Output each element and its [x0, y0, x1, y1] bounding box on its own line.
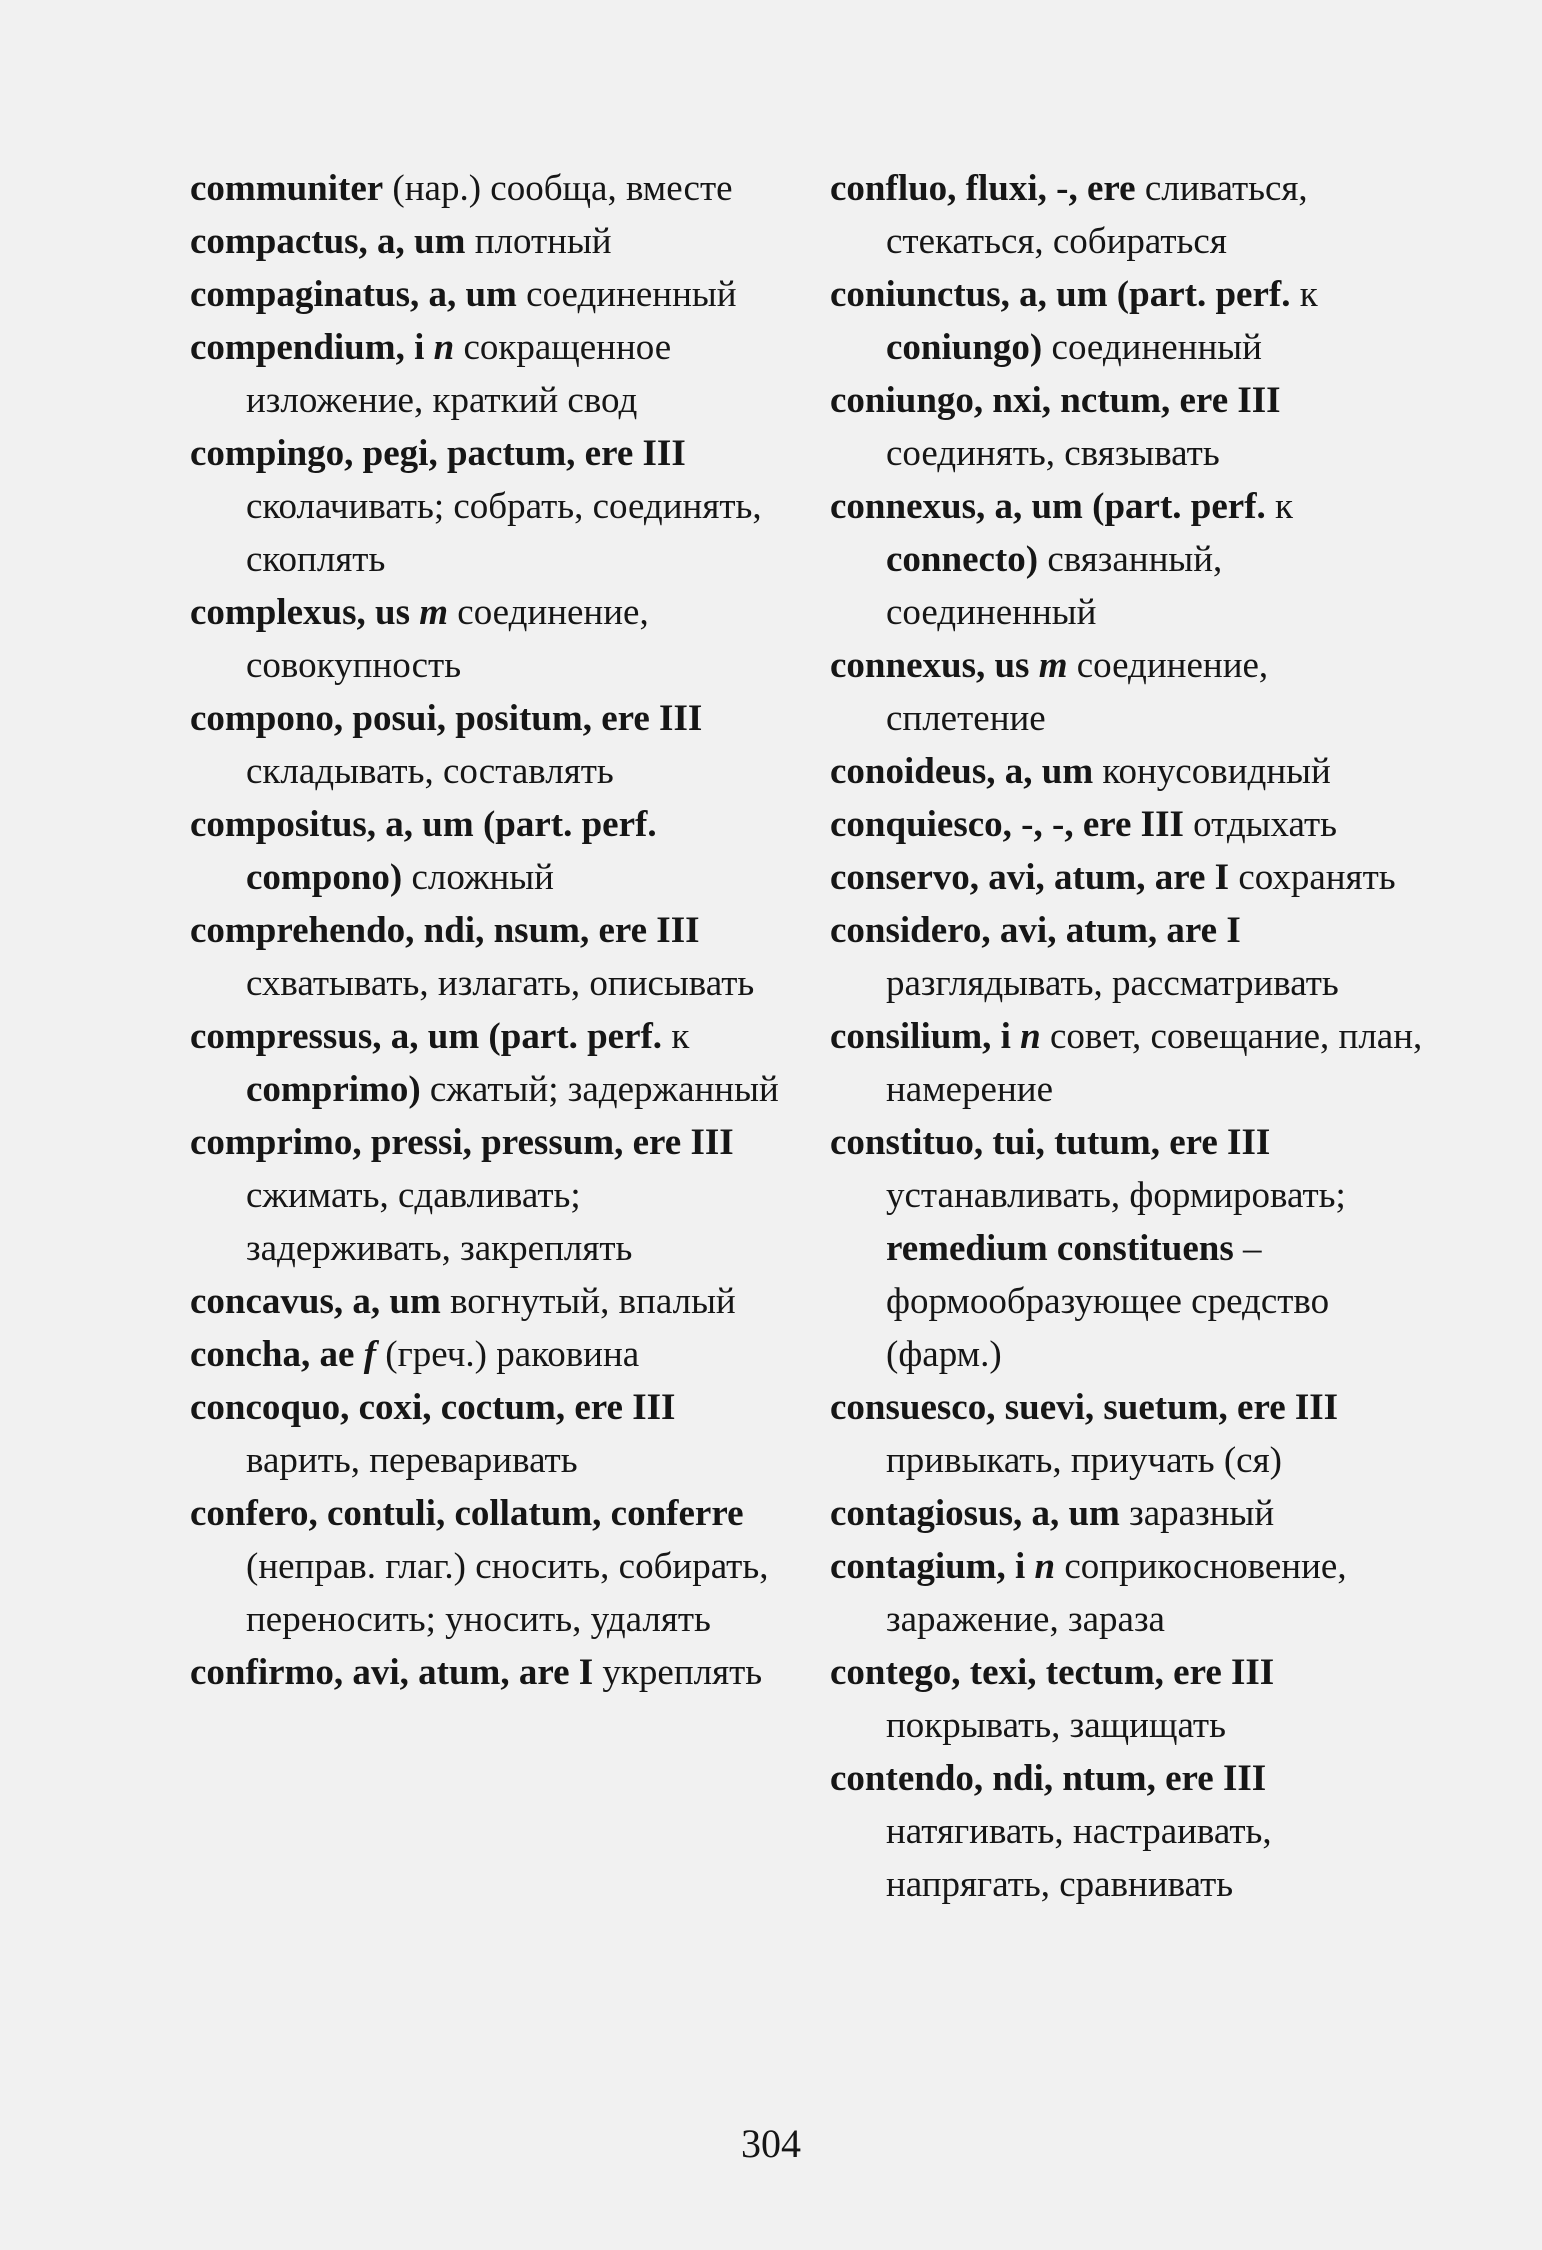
dictionary-entry	[830, 1752, 1425, 1911]
entry-headword: m	[1038, 645, 1068, 686]
dictionary-entry	[190, 1328, 780, 1381]
entry-headword: compendium, i	[190, 327, 434, 368]
dictionary-entry	[830, 798, 1425, 851]
entry-definition: привыкать, приучать (ся)	[886, 1440, 1282, 1481]
entry-headword: confluo, fluxi, -, ere	[830, 168, 1136, 209]
entry-definition: сжатый; задержанный	[420, 1069, 779, 1110]
entry-headword: m	[419, 592, 449, 633]
entry-definition: схватывать, излагать, описывать	[246, 963, 755, 1004]
entry-headword: n	[433, 327, 455, 368]
dictionary-entry	[830, 1010, 1425, 1116]
entry-headword: compono, posui, positum, ere III	[190, 698, 703, 739]
dictionary-entry	[830, 268, 1425, 374]
entry-headword: consuesco, suevi, suetum, ere III	[830, 1387, 1339, 1428]
entry-definition: (неправ. глаг.) сносить, собирать, переносить; уносить, удалять	[246, 1546, 769, 1640]
entry-headword: connecto)	[886, 539, 1039, 580]
entry-headword: confero, contuli, collatum, conferre	[190, 1493, 744, 1534]
dictionary-entry	[830, 1487, 1425, 1540]
entry-definition: – формообразующее средство (фарм.)	[886, 1228, 1330, 1375]
entry-definition: плотный	[465, 221, 612, 262]
entry-headword: coniungo)	[886, 327, 1043, 368]
dictionary-entry	[830, 162, 1425, 268]
dictionary-entry	[190, 1275, 780, 1328]
dictionary-entry	[190, 162, 780, 215]
entry-definition: отдыхать	[1183, 804, 1338, 845]
dictionary-entry	[830, 851, 1425, 904]
entry-headword: remedium constituens	[886, 1228, 1234, 1269]
entry-headword: consilium, i	[830, 1016, 1021, 1057]
entry-definition: соединение, совокупность	[246, 592, 649, 686]
entry-headword: comprimo, pressi, pressum, ere III	[190, 1122, 734, 1163]
entry-headword: complexus, us	[190, 592, 420, 633]
dictionary-entry	[830, 1381, 1425, 1487]
left-column	[190, 162, 780, 1699]
entry-headword: compingo, pegi, pactum, ere III	[190, 433, 686, 474]
dictionary-entry	[190, 904, 780, 1010]
right-column	[830, 162, 1425, 1911]
dictionary-entry	[830, 1646, 1425, 1752]
entry-headword: contagiosus, a, um	[830, 1493, 1120, 1534]
dictionary-entry	[190, 321, 780, 427]
entry-headword: n	[1020, 1016, 1041, 1057]
entry-definition: соединение, сплетение	[886, 645, 1269, 739]
entry-definition: разглядывать, рассматривать	[886, 963, 1339, 1004]
entry-definition: сокращенное изложение, краткий свод	[246, 327, 672, 421]
dictionary-entry	[190, 427, 780, 586]
entry-definition: к	[1265, 486, 1293, 527]
entry-definition: сколачивать; собрать, соединять, скоплять	[246, 486, 762, 580]
entry-definition: вогнутый, впалый	[440, 1281, 736, 1322]
entry-headword: connexus, us	[830, 645, 1039, 686]
entry-definition: натягивать, настраивать, напрягать, сравнивать	[886, 1811, 1272, 1905]
entry-headword: considero, avi, atum, are I	[830, 910, 1241, 951]
dictionary-entry	[830, 480, 1425, 639]
entry-definition: сжимать, сдавливать; задерживать, закреплять	[246, 1175, 633, 1269]
entry-headword: compaginatus, a, um	[190, 274, 517, 315]
entry-definition: связанный, соединенный	[886, 539, 1223, 633]
dictionary-entry	[190, 1646, 780, 1699]
entry-headword: compressus, a, um (part. perf.	[190, 1016, 663, 1057]
dictionary-entry	[190, 798, 780, 904]
dictionary-entry	[190, 1381, 780, 1487]
entry-headword: coniungo, nxi, nctum, ere III	[830, 380, 1281, 421]
entry-headword: confirmo, avi, atum, are I	[190, 1652, 594, 1693]
dictionary-entry	[830, 1116, 1425, 1381]
dictionary-entry	[190, 586, 780, 692]
entry-headword: coniunctus, a, um (part. perf.	[830, 274, 1291, 315]
entry-definition: (греч.) раковина	[376, 1334, 640, 1375]
entry-headword: contagium, i	[830, 1546, 1035, 1587]
entry-definition: к	[662, 1016, 690, 1057]
entry-definition: соединять, связывать	[886, 433, 1220, 474]
entry-definition: (нар.) сообща, вместе	[383, 168, 733, 209]
entry-definition: соприкосновение, заражение, зараза	[886, 1546, 1347, 1640]
entry-headword: comprehendo, ndi, nsum, ere III	[190, 910, 700, 951]
entry-headword: concavus, a, um	[190, 1281, 441, 1322]
entry-headword: conquiesco, -, -, ere III	[830, 804, 1184, 845]
entry-definition: соединенный	[1042, 327, 1262, 368]
entry-definition: соединенный	[516, 274, 737, 315]
dictionary-entry	[190, 215, 780, 268]
dictionary-entry	[830, 374, 1425, 480]
entry-headword: compositus, a, um (part. perf. compono)	[190, 804, 657, 898]
entry-definition: сливаться, стекаться, собираться	[886, 168, 1308, 262]
dictionary-entry	[190, 1487, 780, 1646]
dictionary-entry	[190, 268, 780, 321]
entry-definition: складывать, составлять	[246, 751, 614, 792]
entry-definition: сохранять	[1229, 857, 1396, 898]
entry-headword: contego, texi, tectum, ere III	[830, 1652, 1275, 1693]
entry-headword: connexus, a, um (part. perf.	[830, 486, 1266, 527]
entry-definition: заразный	[1119, 1493, 1275, 1534]
dictionary-entry	[190, 1010, 780, 1116]
entry-headword: communiter	[190, 168, 384, 209]
entry-headword: concha, ae	[190, 1334, 364, 1375]
dictionary-entry	[190, 1116, 780, 1275]
entry-definition: сложный	[402, 857, 554, 898]
entry-headword: comprimo)	[246, 1069, 421, 1110]
entry-definition: покрывать, защищать	[886, 1705, 1226, 1746]
page-number: 304	[741, 2121, 801, 2166]
entry-definition: устанавливать, формировать;	[886, 1175, 1346, 1216]
dictionary-entry	[830, 1540, 1425, 1646]
entry-definition: укреплять	[593, 1652, 763, 1693]
entry-definition: варить, переваривать	[246, 1440, 578, 1481]
entry-definition: совет, совещание, план, намерение	[886, 1016, 1423, 1110]
entry-definition: к	[1290, 274, 1318, 315]
entry-definition: конусовидный	[1093, 751, 1331, 792]
entry-headword: n	[1034, 1546, 1056, 1587]
dictionary-entry	[830, 745, 1425, 798]
entry-headword: f	[363, 1334, 377, 1375]
entry-headword: constituo, tui, tutum, ere III	[830, 1122, 1271, 1163]
entry-headword: conoideus, a, um	[830, 751, 1094, 792]
entry-headword: compactus, a, um	[190, 221, 466, 262]
entry-headword: conservo, avi, atum, are I	[830, 857, 1230, 898]
dictionary-entry	[830, 904, 1425, 1010]
entry-headword: concoquo, coxi, coctum, ere III	[190, 1387, 676, 1428]
dictionary-entry	[830, 639, 1425, 745]
dictionary-entry	[190, 692, 780, 798]
entry-headword: contendo, ndi, ntum, ere III	[830, 1758, 1267, 1799]
